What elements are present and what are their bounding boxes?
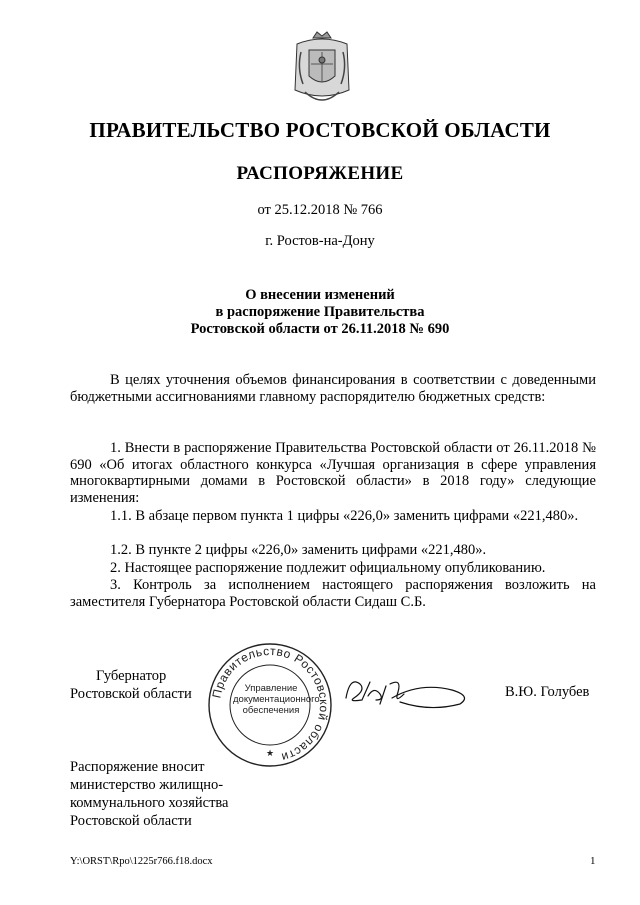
signatory-title-line: Ростовской области xyxy=(70,686,192,702)
document-type: РАСПОРЯЖЕНИЕ xyxy=(236,163,404,184)
item-2-paragraph: 2. Настоящее распоряжение подлежит официальному опубликованию. xyxy=(110,560,546,576)
signatory-title-line: Губернатор xyxy=(96,668,167,684)
city: г. Ростов-на-Дону xyxy=(265,233,375,249)
note-line: Ростовской области xyxy=(70,813,192,829)
note-line: коммунального хозяйства xyxy=(70,795,229,811)
subject-heading xyxy=(0,287,640,338)
submission-note xyxy=(70,758,229,830)
note-line: Распоряжение вносит xyxy=(70,759,205,775)
subject-line: в распоряжение Правительства xyxy=(215,304,425,320)
page-number: 1 xyxy=(590,855,596,867)
item-1-1-paragraph: 1.1. В абзаце первом пункта 1 цифры «226,0» заменить цифрами «221,480». xyxy=(110,508,579,524)
signatory-title xyxy=(70,667,192,703)
coat-of-arms-icon xyxy=(291,30,353,110)
star-icon: ★ xyxy=(265,748,275,758)
item-1-2-paragraph: 1.2. В пункте 2 цифры «226,0» заменить цифрами «221,480». xyxy=(110,542,487,558)
subject-line: Ростовской области от 26.11.2018 № 690 xyxy=(190,321,450,337)
preamble-paragraph: В целях уточнения объемов финансирования в соответствии с доведенными бюджетными ассигнованиями главному распорядителю бюджетных средств: xyxy=(70,372,596,405)
date-number: от 25.12.2018 № 766 xyxy=(257,202,383,218)
signatory-name: В.Ю. Голубев xyxy=(505,684,590,700)
note-line: министерство жилищно- xyxy=(70,777,224,793)
item-1-paragraph: 1. Внести в распоряжение Правительства Ростовской области от 26.11.2018 № 690 «Об итогах областного конкурса «Лучшая организация в сфере управления многоквартирными домами в Ростовской области» в 2018 году» следующие изменения: xyxy=(70,440,596,506)
handwritten-signature xyxy=(340,668,480,714)
government-title: ПРАВИТЕЛЬСТВО РОСТОВСКОЙ ОБЛАСТИ xyxy=(89,118,551,142)
stamp-inner-line: обеспечения xyxy=(242,705,300,716)
stamp-ring-text: Правительство Ростовской области xyxy=(209,643,332,765)
stamp-inner-line: документационного xyxy=(233,694,320,705)
subject-line: О внесении изменений xyxy=(245,287,395,303)
file-path: Y:\ORST\Rpo\1225r766.f18.docx xyxy=(70,856,213,867)
item-3-paragraph: 3. Контроль за исполнением настоящего распоряжения возложить на заместителя Губернатора Ростовской области Сидаш С.Б. xyxy=(70,577,596,610)
stamp-inner-line: Управление xyxy=(244,683,298,694)
stamp-inner-text xyxy=(233,683,320,716)
